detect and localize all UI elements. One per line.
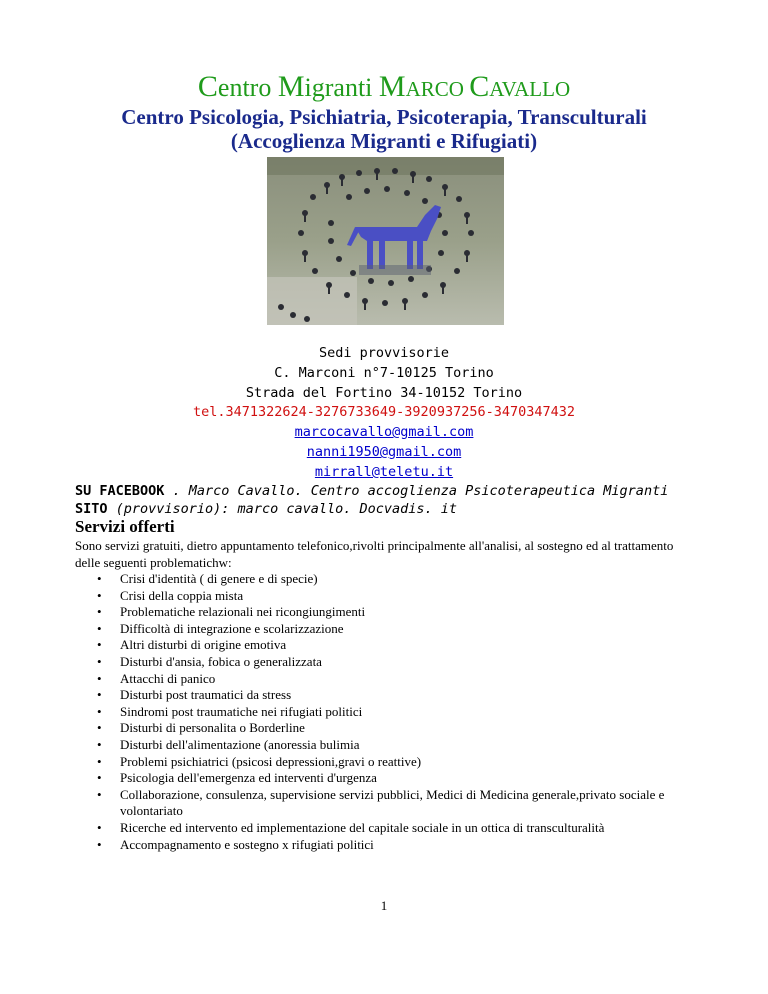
list-item: • Crisi della coppia mista xyxy=(75,588,695,605)
facebook-line xyxy=(75,482,668,501)
list-item: • Ricerche ed intervento ed implementazione del capitale sociale in un ottica di transculturalità xyxy=(75,820,695,837)
list-item: • Problemi psichiatrici (psicosi depressioni,gravi o reattive) xyxy=(75,754,695,771)
contacts-heading: Sedi provvisorie xyxy=(318,345,450,361)
title-word-arco: ARCO xyxy=(405,77,470,101)
title-word-igranti: igranti xyxy=(304,73,379,102)
services-heading: Servizi offerti xyxy=(75,517,175,536)
list-item: • Altri disturbi di origine emotiva xyxy=(75,637,695,654)
address-line-1: C. Marconi n°7-10125 Torino xyxy=(274,365,494,381)
list-item: • Psicologia dell'emergenza ed interventi d'urgenza xyxy=(75,770,695,787)
title-initial-marco: M xyxy=(378,70,406,103)
list-item: • Disturbi dell'alimentazione (anoressia bulimia xyxy=(75,737,695,754)
list-item: • Disturbi d'ansia, fobica o generalizzata xyxy=(75,654,695,671)
horse-sculpture-photo xyxy=(267,157,504,325)
site-label: SITO xyxy=(75,501,108,517)
list-item: • Difficoltà di integrazione e scolarizzazione xyxy=(75,621,695,638)
email-link-1[interactable]: marcocavallo@gmail.com xyxy=(294,424,474,440)
facebook-text: . Marco Cavallo. Centro accoglienza Psicoterapeutica Migranti xyxy=(164,483,669,499)
list-item: • Accompagnamento e sostegno x rifugiati politici xyxy=(75,837,695,854)
email-link-2[interactable]: nanni1950@gmail.com xyxy=(306,444,462,460)
page-title xyxy=(0,72,768,104)
subtitle-line-2: (Accoglienza Migranti e Rifugiati) xyxy=(230,129,538,153)
email-link-3[interactable]: mirrall@teletu.it xyxy=(314,464,454,480)
list-item: • Disturbi di personalita o Borderline xyxy=(75,720,695,737)
site-text: (provvisorio): marco cavallo. Docvadis. it xyxy=(107,501,458,517)
list-item: • Collaborazione, consulenza, supervisione servizi pubblici, Medici di Medicina generale,privato sociale e volontariato xyxy=(75,787,695,820)
list-item: • Problematiche relazionali nei ricongiungimenti xyxy=(75,604,695,621)
list-item: • Sindromi post traumatiche nei rifugiati politici xyxy=(75,704,695,721)
title-word-avallo: AVALLO xyxy=(489,77,571,101)
phone-numbers: tel.3471322624-3276733649-3920937256-3470347432 xyxy=(192,404,575,420)
title-initial-cavallo: C xyxy=(469,70,490,103)
subtitle-line-1: Centro Psicologia, Psichiatria, Psicoterapia, Transculturali xyxy=(121,105,647,129)
services-intro: Sono servizi gratuiti, dietro appuntamento telefonico,rivolti principalmente all'analisi, al sostegno ed al trattamento delle seguenti problematichw: xyxy=(75,538,674,570)
address-line-2: Strada del Fortino 34-10152 Torino xyxy=(245,385,523,401)
title-initial-m: M xyxy=(277,70,305,103)
list-item: • Disturbi post traumatici da stress xyxy=(75,687,695,704)
title-word-entro: entro xyxy=(217,73,278,102)
services-list xyxy=(75,571,695,853)
list-item: • Attacchi di panico xyxy=(75,671,695,688)
facebook-label: SU FACEBOOK xyxy=(75,483,165,499)
title-initial-c: C xyxy=(197,70,218,103)
page-number: 1 xyxy=(380,898,388,913)
list-item: • Crisi d'identità ( di genere e di specie) xyxy=(75,571,695,588)
